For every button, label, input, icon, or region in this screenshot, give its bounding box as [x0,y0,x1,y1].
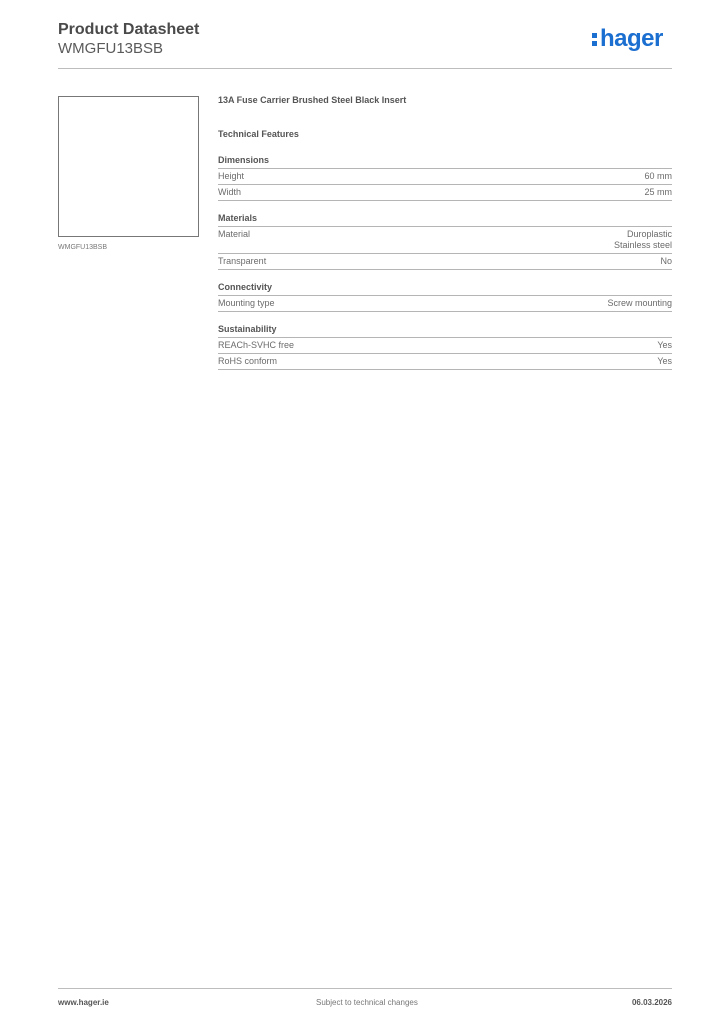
spec-value: 60 mm [644,171,672,181]
logo-colon-icon [592,27,598,49]
spec-row-width [218,185,672,201]
spec-value: 25 mm [644,187,672,197]
logo-text: hager [600,25,663,52]
spec-row-mounting-type [218,296,672,312]
spec-row-material [218,227,672,254]
footer-divider [58,988,672,989]
product-code: WMGFU13BSB [58,40,164,57]
spec-value: Yes [657,356,672,366]
hager-logo [592,27,663,55]
footer-date: 06.03.2026 [631,998,672,1007]
spec-label: RoHS conform [218,356,278,366]
spec-row-height [218,169,672,185]
spec-row-transparent [218,254,672,270]
sustainability-section [218,324,672,370]
spec-label: Width [218,187,242,197]
product-name: 13A Fuse Carrier Brushed Steel Black Insert [218,95,407,105]
spec-value-line: Stainless steel [613,240,672,250]
product-image [58,96,199,237]
materials-section [218,213,672,270]
page-title: Product Datasheet [58,21,200,38]
dimensions-section [218,155,672,201]
spec-value: Screw mounting [607,298,672,308]
section-heading: Materials [218,213,672,227]
header-divider [58,68,672,69]
product-image-caption: WMGFU13BSB [58,244,108,251]
spec-label: Mounting type [218,298,275,308]
spec-value: Yes [657,340,672,350]
specification-content [218,95,672,370]
spec-value-line: Duroplastic [626,229,672,239]
spec-label: Material [218,229,251,239]
section-heading: Sustainability [218,324,672,338]
spec-label: Height [218,171,245,181]
spec-label: REACh-SVHC free [218,340,295,350]
technical-features-heading: Technical Features [218,129,299,139]
spec-row-reach [218,338,672,354]
spec-value: No [660,256,672,266]
footer-website-link[interactable]: www.hager.ie [58,998,109,1007]
section-heading: Dimensions [218,155,672,169]
section-heading: Connectivity [218,282,672,296]
spec-value [614,229,672,251]
spec-row-rohs [218,354,672,370]
footer-notice: Subject to technical changes [316,998,418,1007]
connectivity-section [218,282,672,312]
spec-label: Transparent [218,256,267,266]
